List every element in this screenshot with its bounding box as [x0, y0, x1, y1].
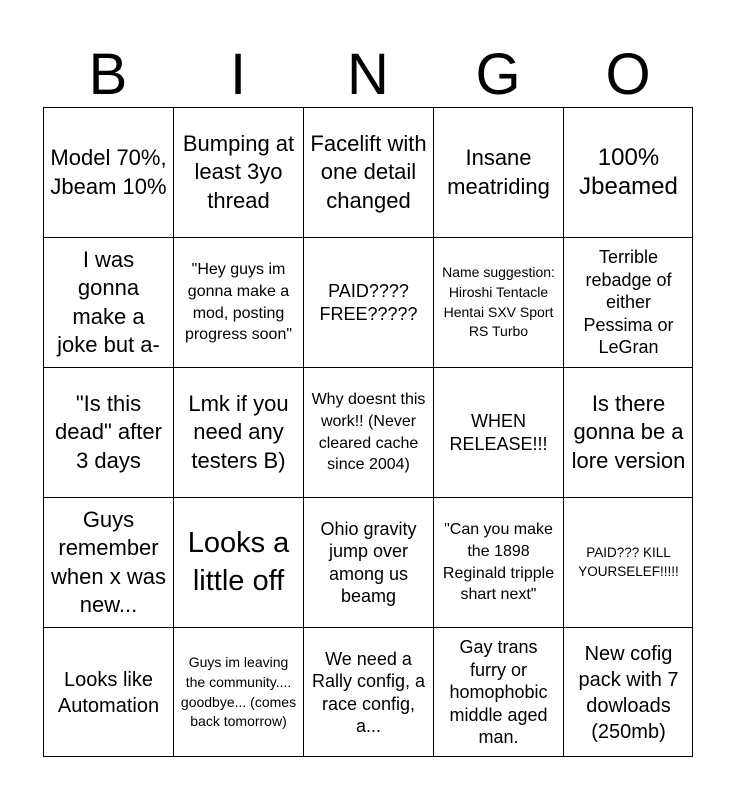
bingo-cell[interactable]	[173, 367, 303, 497]
bingo-cell[interactable]	[173, 107, 303, 237]
bingo-cell[interactable]	[173, 497, 303, 627]
header-letter-n: N	[347, 42, 389, 107]
bingo-cell[interactable]	[43, 107, 173, 237]
bingo-cell[interactable]	[433, 627, 563, 757]
cell-text: Lmk if you need any testers B)	[188, 391, 289, 473]
bingo-cell[interactable]	[303, 627, 433, 757]
bingo-cell[interactable]	[563, 237, 693, 367]
bingo-cell[interactable]	[433, 107, 563, 237]
cell-text: Looks a little off	[187, 526, 290, 597]
cell-text: 100% Jbeamed	[579, 143, 678, 200]
bingo-cell[interactable]	[43, 497, 173, 627]
cell-text: "Is this dead" after 3 days	[55, 391, 162, 473]
bingo-cell[interactable]	[43, 367, 173, 497]
bingo-cell[interactable]	[303, 237, 433, 367]
cell-text: Insane meatriding	[447, 145, 550, 199]
bingo-cell[interactable]	[43, 627, 173, 757]
bingo-cell[interactable]	[563, 367, 693, 497]
bingo-cell[interactable]	[303, 367, 433, 497]
cell-text: We need a Rally config, a race config, a...	[311, 648, 426, 736]
cell-text: Name suggestion: Hiroshi Tentacle Hentai SXV Sport RS Turbo	[442, 264, 555, 340]
cell-text: Looks like Automation	[57, 668, 160, 717]
cell-text: Is there gonna be a lore version	[571, 391, 686, 473]
cell-text: Guys im leaving the community.... goodbye... (comes back tomorrow)	[180, 654, 297, 730]
cell-text: Facelift with one detail changed	[310, 131, 427, 213]
cell-text: I was gonna make a joke but a-	[57, 247, 160, 357]
cell-text: WHEN RELEASE!!!	[449, 411, 548, 454]
bingo-cell[interactable]	[563, 627, 693, 757]
cell-text: New cofig pack with 7 dowloads (250mb)	[578, 642, 679, 743]
bingo-grid	[43, 107, 693, 757]
cell-text: Why doesnt this work!! (Never cleared cache since 2004)	[311, 391, 426, 474]
cell-text: PAID???? FREE?????	[319, 281, 418, 324]
bingo-cell[interactable]	[303, 107, 433, 237]
cell-text: Ohio gravity jump over among us beamg	[320, 518, 417, 606]
header-letter-b: B	[88, 42, 128, 107]
bingo-cell[interactable]	[173, 237, 303, 367]
bingo-cell[interactable]	[433, 497, 563, 627]
bingo-cell[interactable]	[43, 237, 173, 367]
bingo-cell[interactable]	[563, 497, 693, 627]
cell-text: PAID??? KILL YOURSELEF!!!!!	[578, 545, 679, 579]
bingo-cell[interactable]	[173, 627, 303, 757]
bingo-cell[interactable]	[303, 497, 433, 627]
cell-text: "Can you make the 1898 Reginald tripple shart next"	[442, 521, 555, 604]
cell-text: Terrible rebadge of either Pessima or LeGran	[583, 247, 674, 358]
cell-text: Bumping at least 3yo thread	[182, 131, 295, 213]
bingo-cell[interactable]	[563, 107, 693, 237]
bingo-cell[interactable]	[433, 367, 563, 497]
header-letter-o: O	[605, 42, 651, 107]
bingo-cell[interactable]	[433, 237, 563, 367]
header-letter-i: I	[229, 42, 247, 107]
header-letter-g: G	[475, 42, 521, 107]
cell-text: Gay trans furry or homophobic middle aged man.	[449, 637, 548, 748]
bingo-header	[43, 42, 693, 108]
cell-text: "Hey guys im gonna make a mod, posting progress soon"	[184, 261, 293, 344]
cell-text: Model 70%, Jbeam 10%	[50, 145, 167, 199]
cell-text: Guys remember when x was new...	[51, 507, 166, 617]
